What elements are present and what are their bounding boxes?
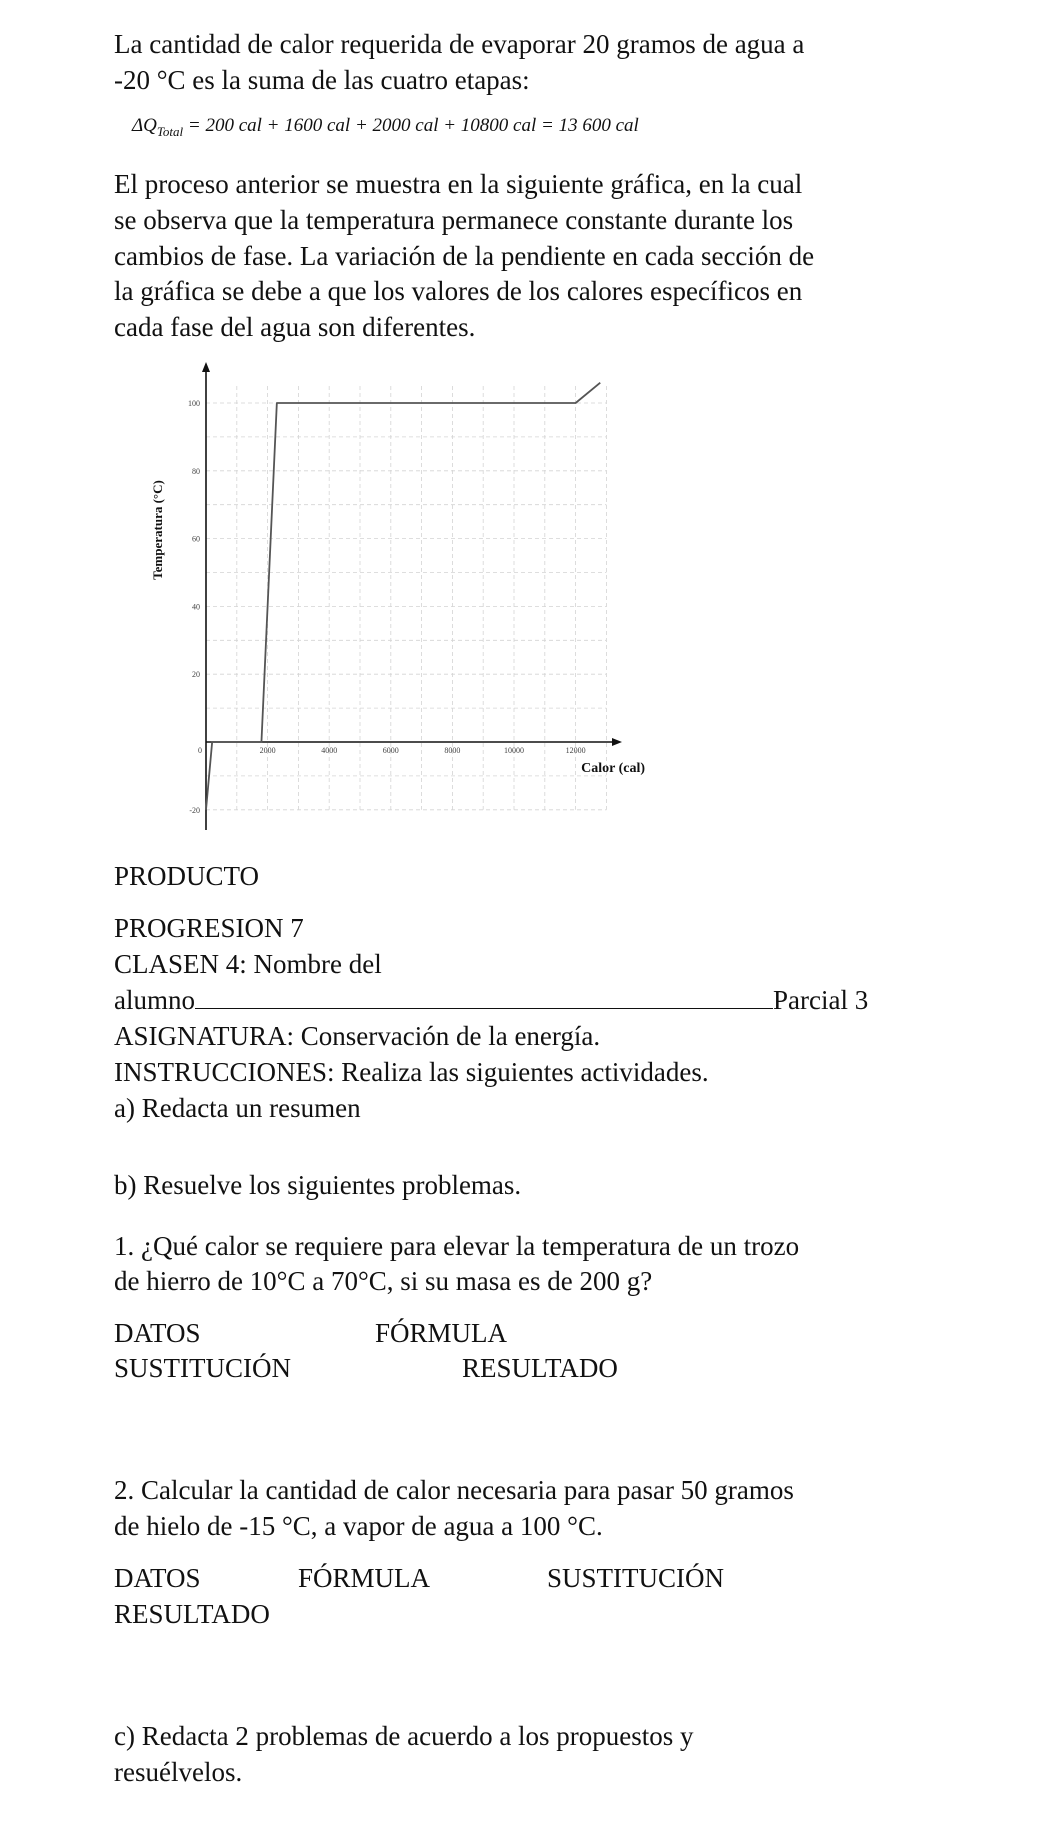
temperature-heat-chart [140, 360, 660, 840]
problem2-line-1: 2. Calcular la cantidad de calor necesaria para pasar 50 gramos [114, 1475, 794, 1505]
subject-line: ASIGNATURA: Conservación de la energía. [114, 1021, 601, 1051]
intro-line-2: -20 °C es la suma de las cuatro etapas: [114, 65, 530, 95]
y-axis-arrow [202, 362, 210, 372]
x-tick-label: 6000 [382, 746, 399, 755]
y-tick-label: 100 [188, 399, 200, 408]
x-axis-arrow [612, 738, 622, 746]
y-tick-label: 40 [192, 602, 200, 612]
explanation-line-1: El proceso anterior se muestra en la siguiente gráfica, en la cual [114, 169, 803, 199]
problem1-resultado: RESULTADO [462, 1353, 618, 1383]
problem2-line-2: de hielo de -15 °C, a vapor de agua a 100 °C. [114, 1511, 603, 1541]
student-name-row [114, 982, 868, 1018]
y-axis-label: Temperatura (°C) [150, 480, 165, 580]
y-tick-label: -20 [189, 805, 200, 815]
x-axis-label: Calor (cal) [581, 761, 645, 776]
problem2-datos: DATOS [114, 1563, 201, 1593]
equation-rhs: = 200 cal + 1600 cal + 2000 cal + 10800 cal = 13 600 cal [187, 115, 639, 136]
chart-tick-labels [188, 399, 586, 815]
problem1-sustitucion: SUSTITUCIÓN [114, 1353, 292, 1383]
partial-label: Parcial 3 [773, 985, 869, 1015]
chart-axes [202, 362, 622, 830]
x-tick-label: 10000 [504, 746, 524, 755]
x-tick-label: 0 [198, 746, 202, 755]
problem2-sustitucion: SUSTITUCIÓN [547, 1563, 725, 1593]
explanation-line-2: se observa que la temperatura permanece constante durante los [114, 205, 794, 235]
class-line: CLASEN 4: Nombre del [114, 949, 382, 979]
x-tick-label: 2000 [259, 746, 276, 755]
problem1-line-2: de hierro de 10°C a 70°C, si su masa es de 200 g? [114, 1266, 653, 1296]
explanation-line-4: la gráfica se debe a que los valores de los calores específicos en [114, 276, 803, 306]
instructions-line: INSTRUCCIONES: Realiza las siguientes actividades. [114, 1057, 709, 1087]
progression-label: PROGRESION 7 [114, 913, 304, 943]
total-heat-equation [132, 115, 639, 140]
problem1-formula: FÓRMULA [375, 1318, 508, 1348]
y-tick-label: 20 [192, 670, 200, 680]
item-c-line-2: resuélvelos. [114, 1757, 243, 1787]
item-b: b) Resuelve los siguientes problemas. [114, 1170, 522, 1200]
equation-lhs: ΔQ [132, 115, 157, 136]
x-tick-label: 4000 [321, 746, 338, 755]
intro-line-1: La cantidad de calor requerida de evaporar 20 gramos de agua a [114, 29, 805, 59]
x-tick-label: 8000 [444, 746, 461, 755]
student-label: alumno [114, 985, 195, 1015]
student-name-blank[interactable] [195, 982, 773, 1009]
x-tick-label: 12000 [565, 746, 586, 755]
y-tick-label: 60 [192, 534, 200, 544]
problem1-line-1: 1. ¿Qué calor se requiere para elevar la temperatura de un trozo [114, 1231, 800, 1261]
product-heading: PRODUCTO [114, 861, 260, 891]
problem2-resultado: RESULTADO [114, 1599, 270, 1629]
item-a: a) Redacta un resumen [114, 1093, 361, 1123]
equation-lhs-subscript: Total [156, 123, 184, 139]
item-c-line-1: c) Redacta 2 problemas de acuerdo a los propuestos y [114, 1721, 694, 1751]
explanation-line-3: cambios de fase. La variación de la pendiente en cada sección de [114, 241, 815, 271]
explanation-line-5: cada fase del agua son diferentes. [114, 312, 476, 342]
y-tick-label: 80 [192, 466, 200, 476]
problem2-formula: FÓRMULA [298, 1563, 431, 1593]
problem1-datos: DATOS [114, 1318, 201, 1348]
